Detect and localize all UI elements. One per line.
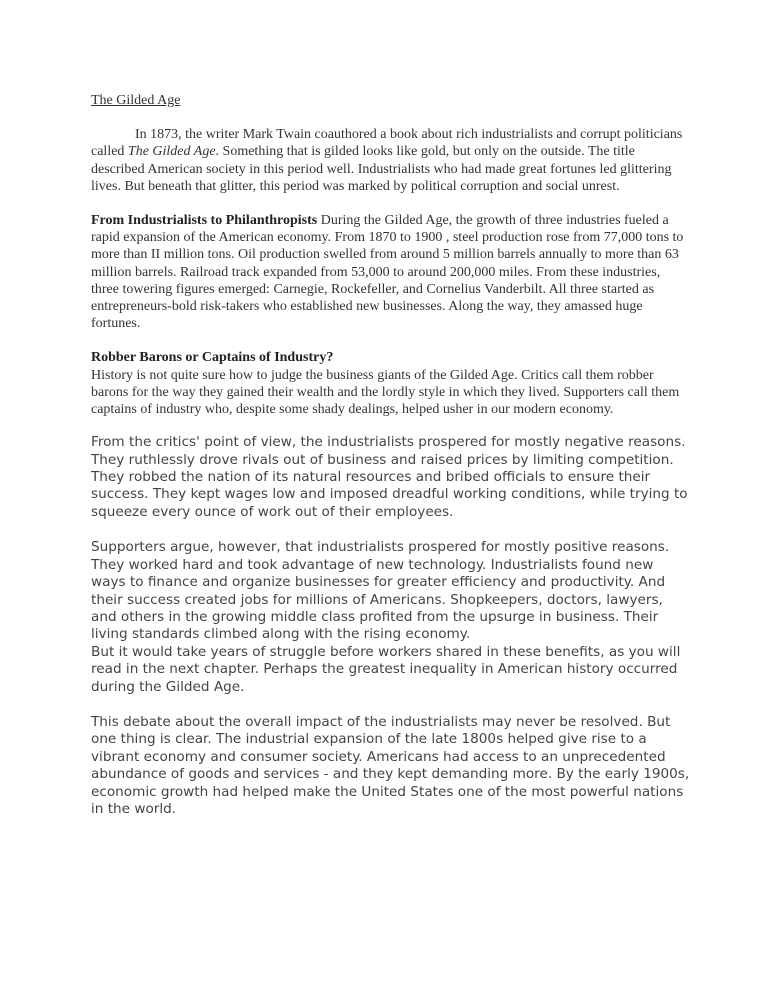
- supporters-paragraph: Supporters argue, however, that industrialists prospered for mostly positive reasons. They worked hard and took advantage of new technology. Industrialists found new ways to finance and organize businesses for greater efficiency and productivity. And their success created jobs for millions of Americans. Shopkeepers, doctors, lawyers, and others in the growing middle class profited from the upsurge in business. Their living standards climbed along with the rising economy.: [91, 539, 670, 643]
- critics-paragraph: From the critics' point of view, the industrialists prospered for mostly negative reasons. They ruthlessly drove rivals out of business and raised prices by limiting competition. They robbed the nation of its natural resources and bribed officials to ensure their success. They kept wages low and imposed dreadful working conditions, while trying to squeeze every ounce of work out of their employees.: [91, 434, 688, 520]
- struggle-paragraph: But it would take years of struggle before workers shared in these benefits, as you will read in the next chapter. Perhaps the greatest inequality in American history occurred during the Gilded Age.: [91, 643, 681, 695]
- section-industrialists-body: During the Gilded Age, the growth of three industries fueled a rapid expansion of the American economy. From 1870 to 1900 , steel production rose from 77,000 tons to more than II million tons. Oil production swelled from around 5 million barrels annually to more than 63 million barrels. Railroad track expanded from 53,000 to around 200,000 miles. From these industries, three towering figures emerged: Carnegie, Rockefeller, and Cornelius Vanderbilt. All three started as entrepreneurs-bold risk-takers who established new businesses. Along the way, they amassed huge fortunes.: [91, 213, 684, 332]
- intro-text-end: . Something that is gilded looks like gold, but only on the outside. The title described American society in this period well. Industrialists who had made great fortunes led glittering lives. But beneath that glitter, this period was marked by political corruption and social unrest.: [91, 144, 672, 194]
- section-robber-barons-body: History is not quite sure how to judge the business giants of the Gilded Age. Critics call them robber barons for the way they gained their wealth and the lordly style in which they lived. Supporters call them captains of industry who, despite some shady dealings, helped usher in our modern economy.: [91, 367, 680, 418]
- intro-paragraph: [91, 126, 691, 195]
- intro-text-start: In 1873, the writer Mark Twain coauthored a book about rich industrialists and corrupt politicians called: [91, 127, 683, 160]
- document-title: The Gilded Age: [91, 93, 181, 108]
- section-robber-barons-heading: Robber Barons or Captains of Industry?: [91, 350, 334, 366]
- debate-paragraph: This debate about the overall impact of the industrialists may never be resolved. But one thing is clear. The industrial expansion of the late 1800s helped give rise to a vibrant economy and consumer society. Americans had access to an unprecedented abundance of goods and services - and they kept demanding more. By the early 1900s, economic growth had helped make the United States one of the most powerful nations in the world.: [91, 713, 690, 817]
- book-title: The Gilded Age: [127, 144, 216, 160]
- section-industrialists-heading: From Industrialists to Philanthropists: [91, 213, 318, 229]
- document-page: [91, 92, 691, 818]
- section-industrialists-paragraph: [91, 212, 691, 332]
- section-robber-barons-paragraph: [91, 349, 691, 418]
